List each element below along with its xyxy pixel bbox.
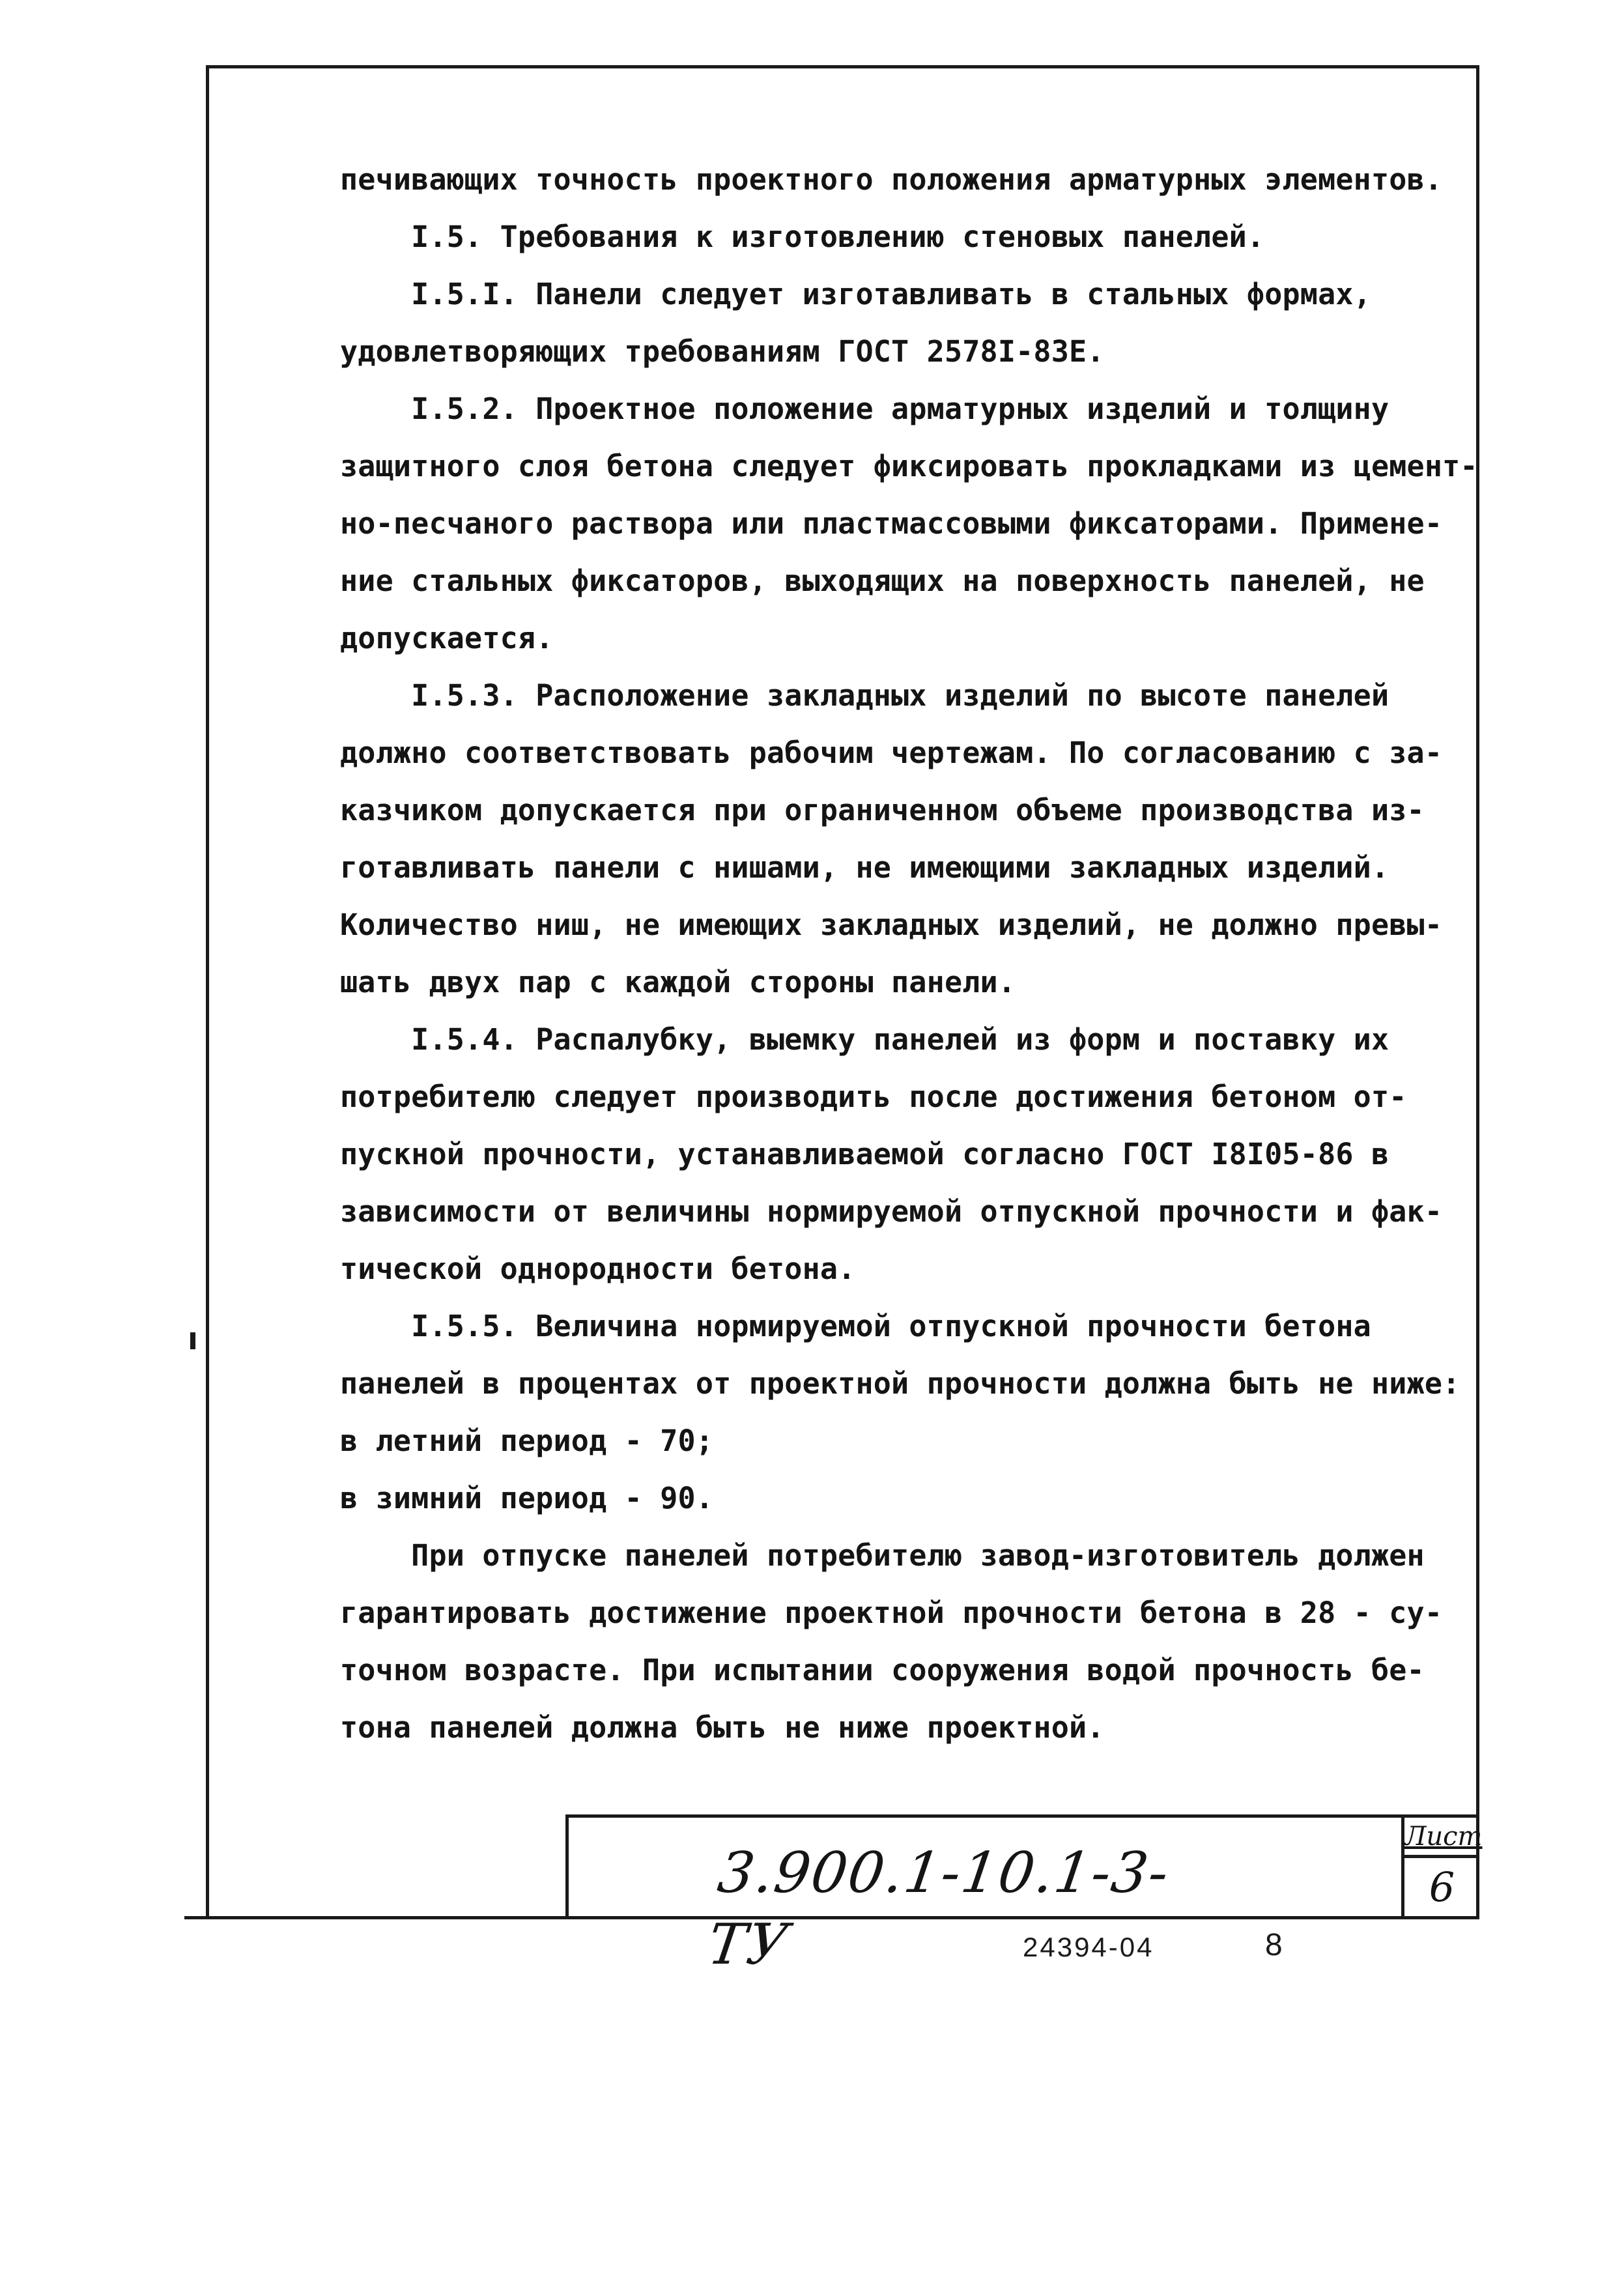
text-line: точном возрасте. При испытании сооружения водой прочность бе- [340,1653,1425,1687]
binding-margin-mark [190,1332,195,1349]
text-line: При отпуске панелей потребителю завод-изготовитель должен [340,1538,1425,1573]
sheet-cell [1401,1818,1483,1919]
text-line: казчиком допускается при ограниченном объеме производства из- [340,793,1425,827]
text-line: I.5.I. Панели следует изготавливать в стальных формах, [340,277,1371,311]
text-line: ние стальных фиксаторов, выходящих на поверхность панелей, не [340,564,1425,598]
sheet-label: Лист [1404,1818,1479,1858]
document-code: 3.900.1-10.1-3-ТУ [704,1841,1174,1977]
text-line: I.5.2. Проектное положение арматурных изделий и толщину [340,392,1389,426]
text-line: тона панелей должна быть не ниже проектной. [340,1710,1105,1745]
text-line: Количество ниш, не имеющих закладных изделий, не должно превы- [340,908,1443,942]
text-line: защитного слоя бетона следует фиксировать прокладками из цемент- [340,449,1478,483]
text-line: панелей в процентах от проектной прочности должна быть не ниже: [340,1366,1460,1401]
text-line: гарантировать достижение проектной прочности бетона в 28 - су- [340,1596,1443,1630]
text-line: шать двух пар с каждой стороны панели. [340,965,1016,999]
text-line: в зимний период - 90. [340,1481,714,1515]
text-line: печивающих точность проектного положения арматурных элементов. [340,162,1443,197]
text-line: готавливать панели с нишами, не имеющими закладных изделий. [340,850,1389,885]
text-line: должно соответствовать рабочим чертежам. По согласованию с за- [340,736,1443,770]
text-line: потребителю следует производить после достижения бетоном от- [340,1080,1407,1114]
text-line: зависимости от величины нормируемой отпускной прочности и фак- [340,1194,1443,1229]
text-line: в летний период - 70; [340,1424,714,1458]
archive-number: 24394-04 [1023,1932,1154,1962]
text-line: удовлетворяющих требованиям ГОСТ 2578I-83Е. [340,334,1105,369]
page-number: 8 [1265,1928,1283,1962]
text-line: но-песчаного раствора или пластмассовыми фиксаторами. Примене- [340,506,1443,541]
sheet-number: 6 [1429,1863,1455,1911]
section-heading: I.5. Требования к изготовлению стеновых панелей. [340,220,1265,254]
text-line: допускается. [340,621,554,655]
document-body [340,151,1478,1756]
text-line: I.5.3. Расположение закладных изделий по высоте панелей [340,678,1389,713]
text-line: тической однородности бетона. [340,1252,856,1286]
text-line: пускной прочности, устанавливаемой согласно ГОСТ I8I05-86 в [340,1137,1389,1171]
text-line: I.5.4. Распалубку, выемку панелей из форм и поставку их [340,1022,1389,1057]
text-line: I.5.5. Величина нормируемой отпускной прочности бетона [340,1309,1371,1343]
